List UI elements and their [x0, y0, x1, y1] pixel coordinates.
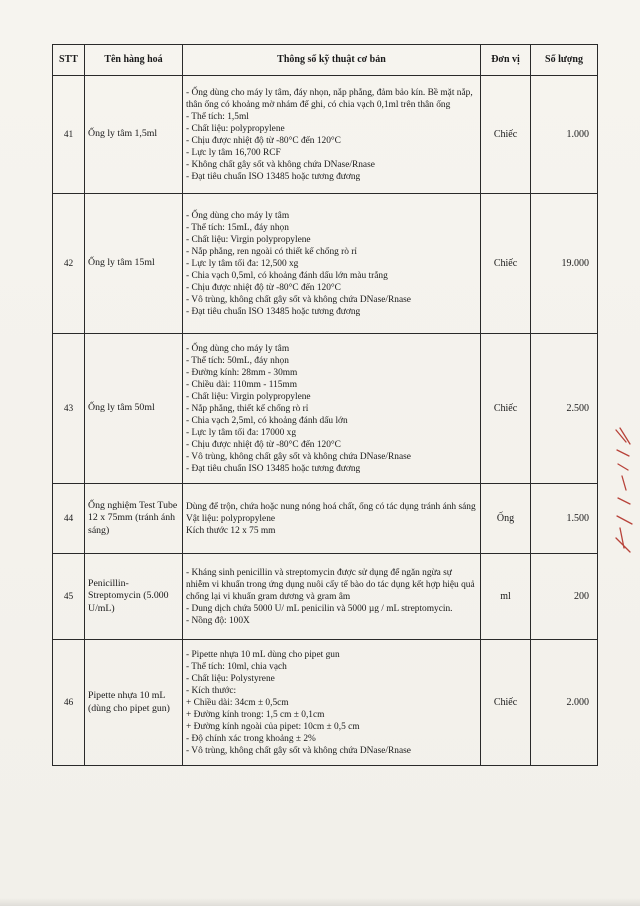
row-unit: Chiếc: [481, 76, 531, 194]
spec-line: Kích thước 12 x 75 mm: [186, 525, 276, 536]
spec-line: - Chiều dài: 110mm - 115mm: [186, 379, 298, 390]
spec-line: - Độ chính xác trong khoảng ± 2%: [186, 733, 316, 744]
spec-line: - Chịu được nhiệt độ từ -80°C đến 120°C: [186, 135, 341, 146]
row-specification: [183, 640, 481, 766]
row-specification: [183, 194, 481, 334]
row-specification: [183, 76, 481, 194]
header-spec: Thông số kỹ thuật cơ bản: [183, 45, 481, 76]
spec-line: - Nắp phẳng, ren ngoài có thiết kế chống rò rỉ: [186, 246, 358, 257]
spec-line: - Đạt tiêu chuẩn ISO 13485 hoặc tương đương: [186, 463, 361, 474]
spec-line: - Lực ly tâm tối đa: 17000 xg: [186, 427, 297, 438]
row-item-name: Ống ly tâm 50ml: [85, 334, 183, 484]
spec-line: + Đường kính ngoài của pipet: 10cm ± 0,5 cm: [186, 721, 360, 732]
spec-line: - Chất liệu: Virgin polypropylene: [186, 234, 311, 245]
table-row: [53, 554, 598, 640]
row-stt: 46: [53, 640, 85, 766]
spec-line: - Lực ly tâm 16,700 RCF: [186, 147, 281, 158]
row-quantity: 200: [531, 554, 598, 640]
header-qty: Số lượng: [531, 45, 598, 76]
spec-line: - Dung dịch chứa 5000 U/ mL penicilin và 5000 µg / mL streptomycin.: [186, 603, 453, 614]
row-item-name: Ống nghiệm Test Tube 12 x 75mm (tránh ánh sáng): [85, 484, 183, 554]
spec-line: - Chia vạch 0,5ml, có khoảng đánh dấu lớn màu trắng: [186, 270, 388, 281]
row-stt: 45: [53, 554, 85, 640]
spec-line: - Ống dùng cho máy ly tâm: [186, 210, 290, 221]
scan-shadow-edge: [0, 898, 640, 906]
spec-line: - Không chất gây sốt và không chứa DNase/Rnase: [186, 159, 375, 170]
table-row: [53, 334, 598, 484]
table-row: [53, 76, 598, 194]
spec-line: - Pipette nhựa 10 mL dùng cho pipet gun: [186, 649, 340, 660]
spec-line: - Nắp phẳng, thiết kế chống rò rỉ: [186, 403, 309, 414]
row-unit: Chiếc: [481, 640, 531, 766]
row-item-name: Pipette nhựa 10 mL (dùng cho pipet gun): [85, 640, 183, 766]
spec-line: - Ống dùng cho máy ly tâm: [186, 343, 290, 354]
header-stt: STT: [53, 45, 85, 76]
specification-table: [52, 44, 598, 766]
spec-line: - Đường kính: 28mm - 30mm: [186, 367, 298, 378]
row-quantity: 19.000: [531, 194, 598, 334]
spec-line: - Chất liệu: Polystyrene: [186, 673, 275, 684]
row-unit: ml: [481, 554, 531, 640]
spec-line: - Chất liệu: polypropylene: [186, 123, 285, 134]
row-unit: Ống: [481, 484, 531, 554]
row-item-name: Ống ly tâm 1,5ml: [85, 76, 183, 194]
spec-line: - Kháng sinh penicillin và streptomycin được sử dụng để ngăn ngừa sự nhiễm vi khuẩn trong ứng dụng nuôi cấy tế bào do tác dụng kết hợp hiệu quả chống lại vi khuẩn gram dương và gram âm: [186, 567, 475, 602]
row-specification: [183, 484, 481, 554]
handwritten-initials-mark: [612, 420, 636, 560]
spec-line: + Đường kính trong: 1,5 cm ± 0,1cm: [186, 709, 325, 720]
spec-line: - Nồng độ: 100X: [186, 615, 250, 626]
spec-line: - Vô trùng, không chất gây sốt và không chứa DNase/Rnase: [186, 745, 411, 756]
spec-line: - Ống dùng cho máy ly tâm, đáy nhọn, nắp phẳng, đảm bảo kín. Bề mặt nắp, thân ống có khoảng mờ nhám để ghi, có chia vạch 0,1ml trên thân ống: [186, 87, 473, 110]
spec-line: - Đạt tiêu chuẩn ISO 13485 hoặc tương đương: [186, 171, 361, 182]
table-body: [53, 76, 598, 766]
spec-line: - Chất liệu: Virgin polypropylene: [186, 391, 311, 402]
row-item-name: Ống ly tâm 15ml: [85, 194, 183, 334]
spec-line: - Kích thước:: [186, 685, 237, 696]
spec-line: - Chia vạch 2,5ml, có khoảng đánh dấu lớn: [186, 415, 348, 426]
spec-line: - Chịu được nhiệt độ từ -80°C đến 120°C: [186, 282, 341, 293]
row-stt: 44: [53, 484, 85, 554]
row-unit: Chiếc: [481, 194, 531, 334]
row-quantity: 1.500: [531, 484, 598, 554]
spec-line: - Vô trùng, không chất gây sốt và không chứa DNase/Rnase: [186, 451, 411, 462]
spec-line: - Lực ly tâm tối đa: 12,500 xg: [186, 258, 299, 269]
row-item-name: Penicillin-Streptomycin (5.000 U/mL): [85, 554, 183, 640]
spec-line: - Thể tích: 50mL, đáy nhọn: [186, 355, 289, 366]
row-stt: 42: [53, 194, 85, 334]
table-row: [53, 194, 598, 334]
spec-line: - Thể tích: 1,5ml: [186, 111, 249, 122]
spec-line: Dùng để trộn, chứa hoặc nung nóng hoá chất, ống có tác dụng tránh ánh sáng: [186, 501, 476, 512]
spec-line: - Thể tích: 15mL, đáy nhọn: [186, 222, 289, 233]
spec-line: Vật liệu: polypropylene: [186, 513, 276, 524]
table-row: [53, 484, 598, 554]
row-unit: Chiếc: [481, 334, 531, 484]
row-stt: 43: [53, 334, 85, 484]
header-unit: Đơn vị: [481, 45, 531, 76]
spec-line: - Đạt tiêu chuẩn ISO 13485 hoặc tương đương: [186, 306, 361, 317]
spec-line: - Chịu được nhiệt độ từ -80°C đến 120°C: [186, 439, 341, 450]
row-quantity: 2.000: [531, 640, 598, 766]
table-header-row: [53, 45, 598, 76]
header-name: Tên hàng hoá: [85, 45, 183, 76]
row-specification: [183, 554, 481, 640]
table-row: [53, 640, 598, 766]
row-specification: [183, 334, 481, 484]
row-quantity: 1.000: [531, 76, 598, 194]
row-stt: 41: [53, 76, 85, 194]
spec-line: + Chiều dài: 34cm ± 0,5cm: [186, 697, 289, 708]
spec-line: - Vô trùng, không chất gây sốt và không chứa DNase/Rnase: [186, 294, 411, 305]
row-quantity: 2.500: [531, 334, 598, 484]
spec-line: - Thể tích: 10ml, chia vạch: [186, 661, 287, 672]
